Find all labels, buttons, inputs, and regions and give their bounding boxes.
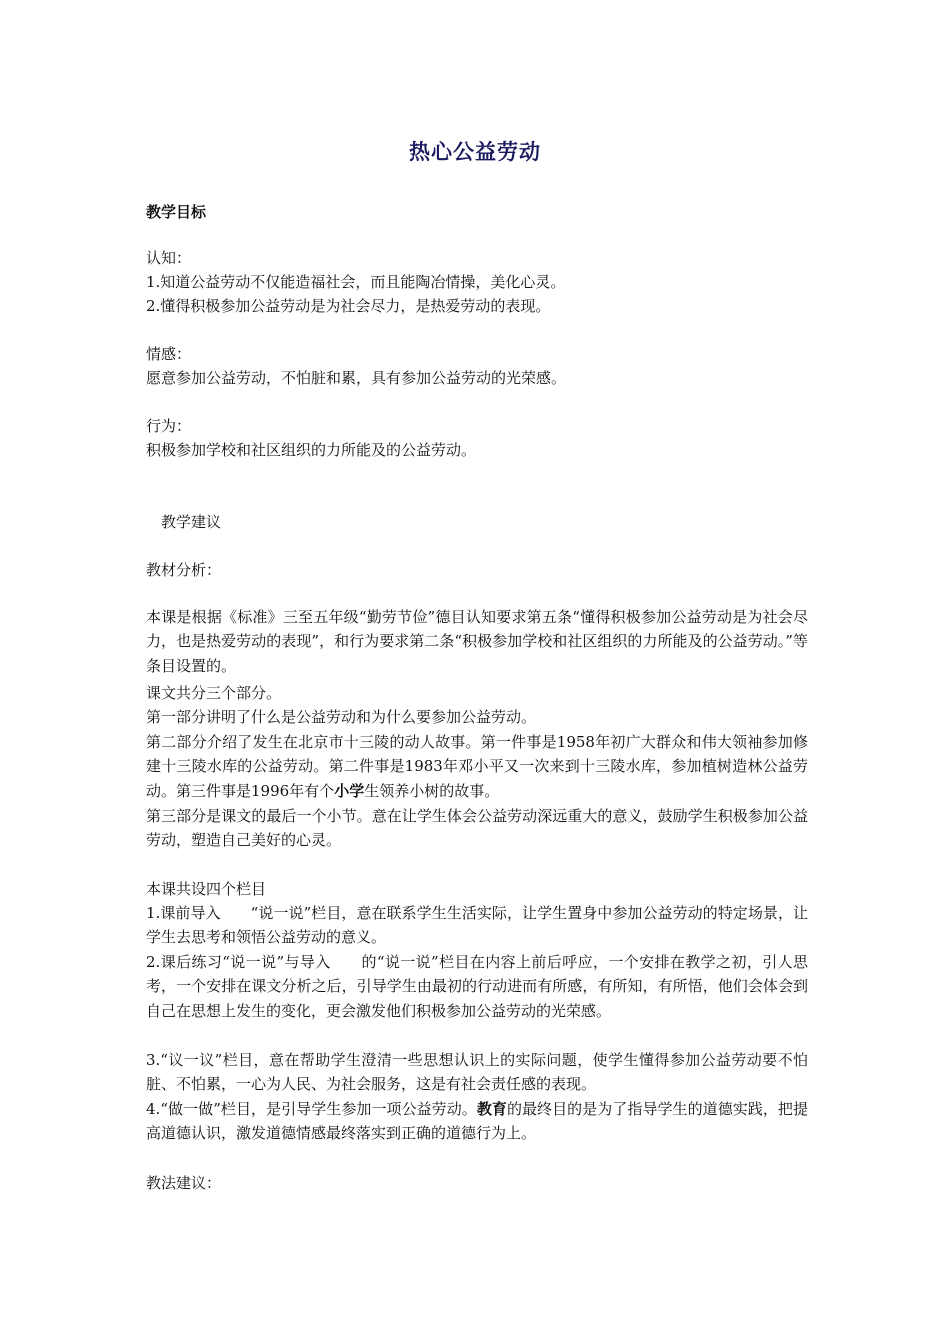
column-4-highlight: 教育 [476, 1100, 507, 1118]
cognition-item-2: 2.懂得积极参加公益劳动是为社会尽力，是热爱劳动的表现。 [146, 297, 551, 315]
part-2-highlight: 小学 [334, 781, 365, 800]
method-label: 教法建议： [146, 1174, 222, 1192]
cognition-item-1: 1.知道公益劳动不仅能造福社会，而且能陶冶情操，美化心灵。 [146, 273, 566, 291]
behavior-label: 行为： [146, 417, 192, 435]
emotion-text: 愿意参加公益劳动，不怕脏和累，具有参加公益劳动的光荣感。 [146, 369, 567, 387]
column-4-text-end: 的最终目的是为了指导学生的道德实践，把提高道德认识，激发道德情感最终落实到正确的道德行为上。 [146, 1100, 808, 1143]
column-4-text: 4.“做一做”栏目，是引导学生参加一项公益劳动。 [146, 1100, 477, 1118]
columns-intro: 本课共设四个栏目 [146, 880, 267, 898]
behavior-text: 积极参加学校和社区组织的力所能及的公益劳动。 [146, 441, 477, 459]
column-4-paragraph [146, 1097, 808, 1146]
analysis-label: 教材分析： [146, 561, 222, 579]
parts-intro: 课文共分三个部分。 [146, 684, 282, 702]
part-2-text: 第二部分介绍了发生在北京市十三陵的动人故事。第一件事是1958年初广大群众和伟大领袖参加修建十三陵水库的公益劳动。第二件事是1983年邓小平又一次来到十三陵水库，参加植树造林公益劳动。第三件事是1996年有个 [146, 733, 808, 800]
column-3-paragraph: 3.“议一议”栏目，意在帮助学生澄清一些思想认识上的实际问题，使学生懂得参加公益劳动要不怕脏、不怕累，一心为人民、为社会服务，这是有社会责任感的表现。 [146, 1051, 808, 1094]
column-1-paragraph: 1.课前导入 “说一说”栏目，意在联系学生生活实际，让学生置身中参加公益劳动的特定场景，让学生去思考和领悟公益劳动的意义。 [146, 904, 808, 947]
column-2-paragraph: 2.课后练习“说一说”与导入 的“说一说”栏目在内容上前后呼应，一个安排在教学之初，引人思考，一个安排在课文分析之后，引导学生由最初的行动进而有所感，有所知，有所悟，他们会体会到自己在思想上发生的变化，更会激发他们积极参加公益劳动的光荣感。 [146, 953, 808, 1020]
suggestions-heading: 教学建议 [161, 513, 222, 531]
part-2-paragraph [146, 730, 808, 803]
part-1-paragraph: 第一部分讲明了什么是公益劳动和为什么要参加公益劳动。 [146, 708, 537, 726]
part-3-paragraph: 第三部分是课文的最后一个小节。意在让学生体会公益劳动深远重大的意义，鼓励学生积极参加公益劳动，塑造自己美好的心灵。 [146, 807, 808, 850]
cognition-label: 认知： [146, 249, 192, 267]
emotion-label: 情感： [146, 345, 192, 363]
part-2-text-end: 生领养小树的故事。 [364, 781, 500, 800]
document-title: 热心公益劳动 [409, 140, 541, 164]
basis-paragraph: 本课是根据《标准》三至五年级“勤劳节俭”德目认知要求第五条“懂得积极参加公益劳动是为社会尽力，也是热爱劳动的表现”，和行为要求第二条“积极参加学校和社区组织的力所能及的公益劳动。”等条目设置的。 [146, 608, 808, 675]
objectives-heading: 教学目标 [146, 203, 207, 221]
